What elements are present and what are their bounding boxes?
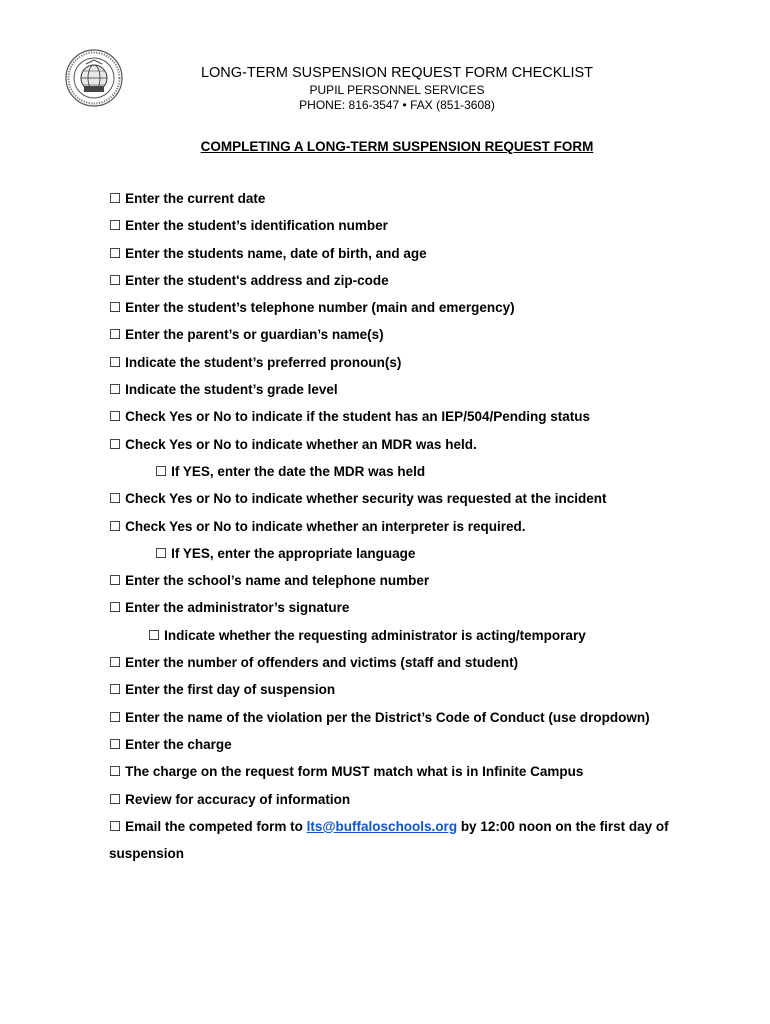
checkbox-icon[interactable]: ☐ [155, 545, 168, 561]
checkbox-icon[interactable]: ☐ [109, 272, 122, 288]
checklist-item[interactable]: ☐ Indicate the student’s grade level [109, 382, 338, 398]
checklist-item[interactable]: ☐ Enter the school’s name and telephone number [109, 573, 430, 589]
checkbox-icon[interactable]: ☐ [109, 682, 122, 698]
checklist-subitem[interactable]: ☐ Indicate whether the requesting administrator is acting/temporary [148, 627, 586, 643]
checklist-subitem[interactable]: ☐ If YES, enter the date the MDR was held [155, 463, 426, 479]
checklist-item[interactable]: ☐ Enter the charge [109, 736, 232, 752]
checklist-item[interactable]: ☐ Enter the students name, date of birth, and age [109, 245, 427, 261]
checkbox-icon[interactable]: ☐ [109, 791, 122, 807]
checklist-item[interactable]: ☐ Enter the student's address and zip-code [109, 272, 389, 288]
checkbox-icon[interactable]: ☐ [109, 600, 122, 616]
checklist-item[interactable]: ☐ The charge on the request form MUST match what is in Infinite Campus [109, 764, 584, 780]
checklist-item[interactable]: ☐ Enter the first day of suspension [109, 682, 336, 698]
checklist-item[interactable]: ☐ Review for accuracy of information [109, 791, 351, 807]
checkbox-icon[interactable]: ☐ [109, 818, 122, 834]
checkbox-icon[interactable]: ☐ [109, 573, 122, 589]
checkbox-icon[interactable]: ☐ [109, 300, 122, 316]
checklist-item[interactable]: ☐ Check Yes or No to indicate whether an MDR was held. [109, 436, 477, 452]
checklist-item[interactable]: ☐ Check Yes or No to indicate whether an interpreter is required. [109, 518, 526, 534]
email-link[interactable]: lts@buffaloschools.org [306, 818, 458, 834]
checklist-item[interactable]: ☐ Enter the number of offenders and victims (staff and student) [109, 655, 519, 671]
checklist-item[interactable]: ☐ Enter the current date [109, 191, 266, 206]
checkbox-icon[interactable]: ☐ [155, 463, 168, 479]
checkbox-icon[interactable]: ☐ [109, 491, 122, 507]
checklist-item[interactable]: ☐ Enter the administrator’s signature [109, 600, 350, 616]
checklist-item[interactable]: ☐ Enter the student’s telephone number (main and emergency) [109, 300, 515, 316]
checkbox-icon[interactable]: ☐ [148, 627, 161, 643]
checklist-item[interactable]: ☐ Indicate the student’s preferred pronoun(s) [109, 354, 402, 370]
checklist-item[interactable]: ☐ Enter the name of the violation per the District’s Code of Conduct (use dropdown) [109, 709, 650, 725]
department-name: PUPIL PERSONNEL SERVICES [309, 83, 485, 97]
checkbox-icon[interactable]: ☐ [109, 709, 122, 725]
checkbox-icon[interactable]: ☐ [109, 655, 122, 671]
checklist-item[interactable]: ☐ Check Yes or No to indicate whether security was requested at the incident [109, 491, 607, 507]
checklist-item[interactable]: ☐ Enter the student’s identification number [109, 218, 388, 234]
checkbox-icon[interactable]: ☐ [109, 245, 122, 261]
checklist-item[interactable]: ☐ Check Yes or No to indicate if the student has an IEP/504/Pending status [109, 409, 590, 425]
contact-info: PHONE: 816-3547 • FAX (851-3608) [299, 98, 495, 112]
checkbox-icon[interactable]: ☐ [109, 518, 122, 534]
checklist-subitem[interactable]: ☐ If YES, enter the appropriate language [155, 545, 416, 561]
checkbox-icon[interactable]: ☐ [109, 409, 122, 425]
checkbox-icon[interactable]: ☐ [109, 327, 122, 343]
checkbox-icon[interactable]: ☐ [109, 736, 122, 752]
section-title: COMPLETING A LONG-TERM SUSPENSION REQUEST FORM [200, 139, 594, 154]
checkbox-icon[interactable]: ☐ [109, 436, 122, 452]
checklist-item-email[interactable]: ☐ Email the competed form to lts@buffaloschools.org by 12:00 noon on the first day of suspension [109, 818, 669, 862]
checklist-item[interactable]: ☐ Enter the parent’s or guardian’s name(s) [109, 327, 384, 343]
checklist [109, 185, 729, 867]
checkbox-icon[interactable]: ☐ [109, 218, 122, 234]
document-title: LONG-TERM SUSPENSION REQUEST FORM CHECKLIST [200, 65, 594, 81]
checkbox-icon[interactable]: ☐ [109, 354, 122, 370]
checkbox-icon[interactable]: ☐ [109, 191, 122, 206]
checkbox-icon[interactable]: ☐ [109, 764, 122, 780]
checkbox-icon[interactable]: ☐ [109, 382, 122, 398]
